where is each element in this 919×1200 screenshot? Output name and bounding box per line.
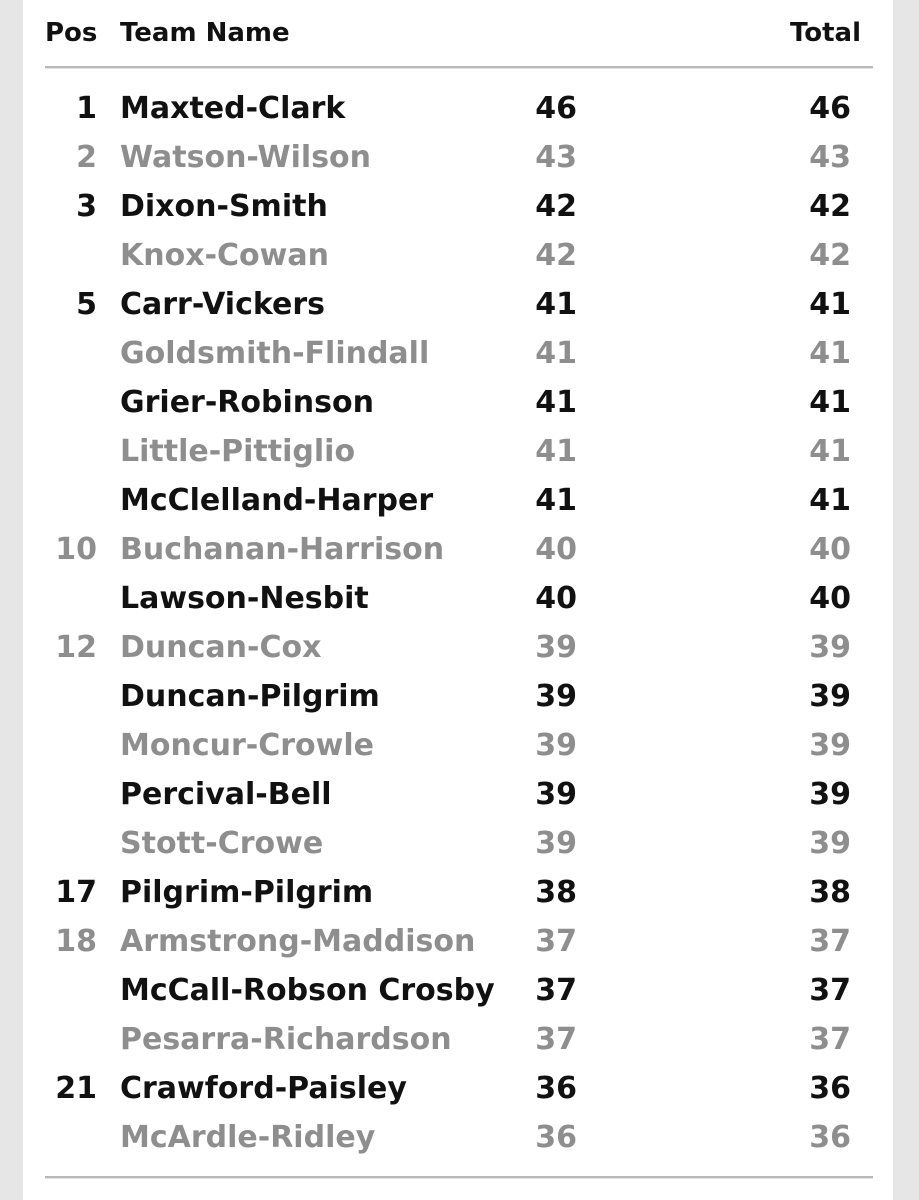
- row-pos: 12: [55, 630, 97, 665]
- row-score: 37: [535, 973, 577, 1008]
- row-score: 37: [535, 924, 577, 959]
- row-team-name: Dixon-Smith: [120, 189, 328, 224]
- header-divider: [45, 66, 873, 69]
- row-team-name: Goldsmith-Flindall: [120, 336, 430, 371]
- row-total: 43: [809, 140, 851, 175]
- row-team-name: Armstrong-Maddison: [120, 924, 476, 959]
- row-team-name: Knox-Cowan: [120, 238, 329, 273]
- table-row: [23, 917, 893, 966]
- table-row: [23, 721, 893, 770]
- header-total: Total: [789, 18, 861, 48]
- row-total: 39: [809, 777, 851, 812]
- table-row: [23, 966, 893, 1015]
- table-body: [23, 84, 893, 1162]
- row-score: 39: [535, 679, 577, 714]
- row-score: 41: [535, 483, 577, 518]
- row-total: 41: [809, 385, 851, 420]
- row-team-name: McArdle-Ridley: [120, 1120, 376, 1155]
- row-team-name: Buchanan-Harrison: [120, 532, 445, 567]
- row-team-name: McCall-Robson Crosby: [120, 973, 495, 1008]
- row-pos: 21: [55, 1071, 97, 1106]
- row-total: 36: [809, 1071, 851, 1106]
- row-score: 39: [535, 728, 577, 763]
- row-team-name: Moncur-Crowle: [120, 728, 374, 763]
- table-row: [23, 819, 893, 868]
- table-row: [23, 1064, 893, 1113]
- row-total: 41: [809, 434, 851, 469]
- row-score: 41: [535, 385, 577, 420]
- row-pos: 2: [76, 140, 97, 175]
- row-total: 39: [809, 679, 851, 714]
- row-score: 46: [535, 91, 577, 126]
- row-pos: 17: [55, 875, 97, 910]
- table-row: [23, 1113, 893, 1162]
- row-score: 42: [535, 238, 577, 273]
- row-total: 42: [809, 238, 851, 273]
- row-total: 46: [809, 91, 851, 126]
- row-score: 42: [535, 189, 577, 224]
- row-score: 40: [535, 532, 577, 567]
- header-team-name: Team Name: [120, 18, 290, 48]
- table-row: [23, 770, 893, 819]
- table-row: [23, 182, 893, 231]
- row-pos: 1: [76, 91, 97, 126]
- row-score: 36: [535, 1120, 577, 1155]
- table-header: [23, 0, 893, 66]
- row-total: 40: [809, 581, 851, 616]
- row-pos: 5: [76, 287, 97, 322]
- row-team-name: Grier-Robinson: [120, 385, 374, 420]
- row-team-name: Lawson-Nesbit: [120, 581, 369, 616]
- table-row: [23, 476, 893, 525]
- row-score: 40: [535, 581, 577, 616]
- row-score: 37: [535, 1022, 577, 1057]
- table-row: [23, 868, 893, 917]
- table-row: [23, 84, 893, 133]
- table-row: [23, 427, 893, 476]
- row-total: 39: [809, 630, 851, 665]
- row-total: 37: [809, 973, 851, 1008]
- row-total: 39: [809, 728, 851, 763]
- row-team-name: Duncan-Pilgrim: [120, 679, 380, 714]
- row-score: 39: [535, 630, 577, 665]
- row-team-name: Stott-Crowe: [120, 826, 324, 861]
- row-total: 40: [809, 532, 851, 567]
- row-team-name: Carr-Vickers: [120, 287, 326, 322]
- row-team-name: Pilgrim-Pilgrim: [120, 875, 374, 910]
- row-score: 39: [535, 826, 577, 861]
- row-pos: 10: [55, 532, 97, 567]
- row-team-name: Duncan-Cox: [120, 630, 322, 665]
- row-pos: 18: [55, 924, 97, 959]
- table-row: [23, 525, 893, 574]
- table-row: [23, 378, 893, 427]
- row-team-name: Watson-Wilson: [120, 140, 372, 175]
- row-team-name: Pesarra-Richardson: [120, 1022, 452, 1057]
- header-pos: Pos: [45, 18, 98, 48]
- row-total: 37: [809, 1022, 851, 1057]
- row-score: 43: [535, 140, 577, 175]
- row-team-name: Little-Pittiglio: [120, 434, 356, 469]
- row-total: 41: [809, 336, 851, 371]
- row-total: 39: [809, 826, 851, 861]
- row-score: 41: [535, 287, 577, 322]
- row-score: 38: [535, 875, 577, 910]
- table-row: [23, 329, 893, 378]
- row-score: 36: [535, 1071, 577, 1106]
- row-total: 42: [809, 189, 851, 224]
- row-score: 41: [535, 336, 577, 371]
- table-row: [23, 623, 893, 672]
- row-team-name: McClelland-Harper: [120, 483, 434, 518]
- row-pos: 3: [76, 189, 97, 224]
- leaderboard-card: [23, 0, 893, 1200]
- table-row: [23, 574, 893, 623]
- table-row: [23, 280, 893, 329]
- row-team-name: Percival-Bell: [120, 777, 332, 812]
- row-score: 41: [535, 434, 577, 469]
- table-row: [23, 1015, 893, 1064]
- row-total: 37: [809, 924, 851, 959]
- row-team-name: Maxted-Clark: [120, 91, 346, 126]
- row-score: 39: [535, 777, 577, 812]
- row-total: 41: [809, 287, 851, 322]
- table-row: [23, 672, 893, 721]
- table-row: [23, 133, 893, 182]
- row-total: 41: [809, 483, 851, 518]
- footer-divider: [45, 1176, 873, 1179]
- table-row: [23, 231, 893, 280]
- row-total: 38: [809, 875, 851, 910]
- row-total: 36: [809, 1120, 851, 1155]
- row-team-name: Crawford-Paisley: [120, 1071, 407, 1106]
